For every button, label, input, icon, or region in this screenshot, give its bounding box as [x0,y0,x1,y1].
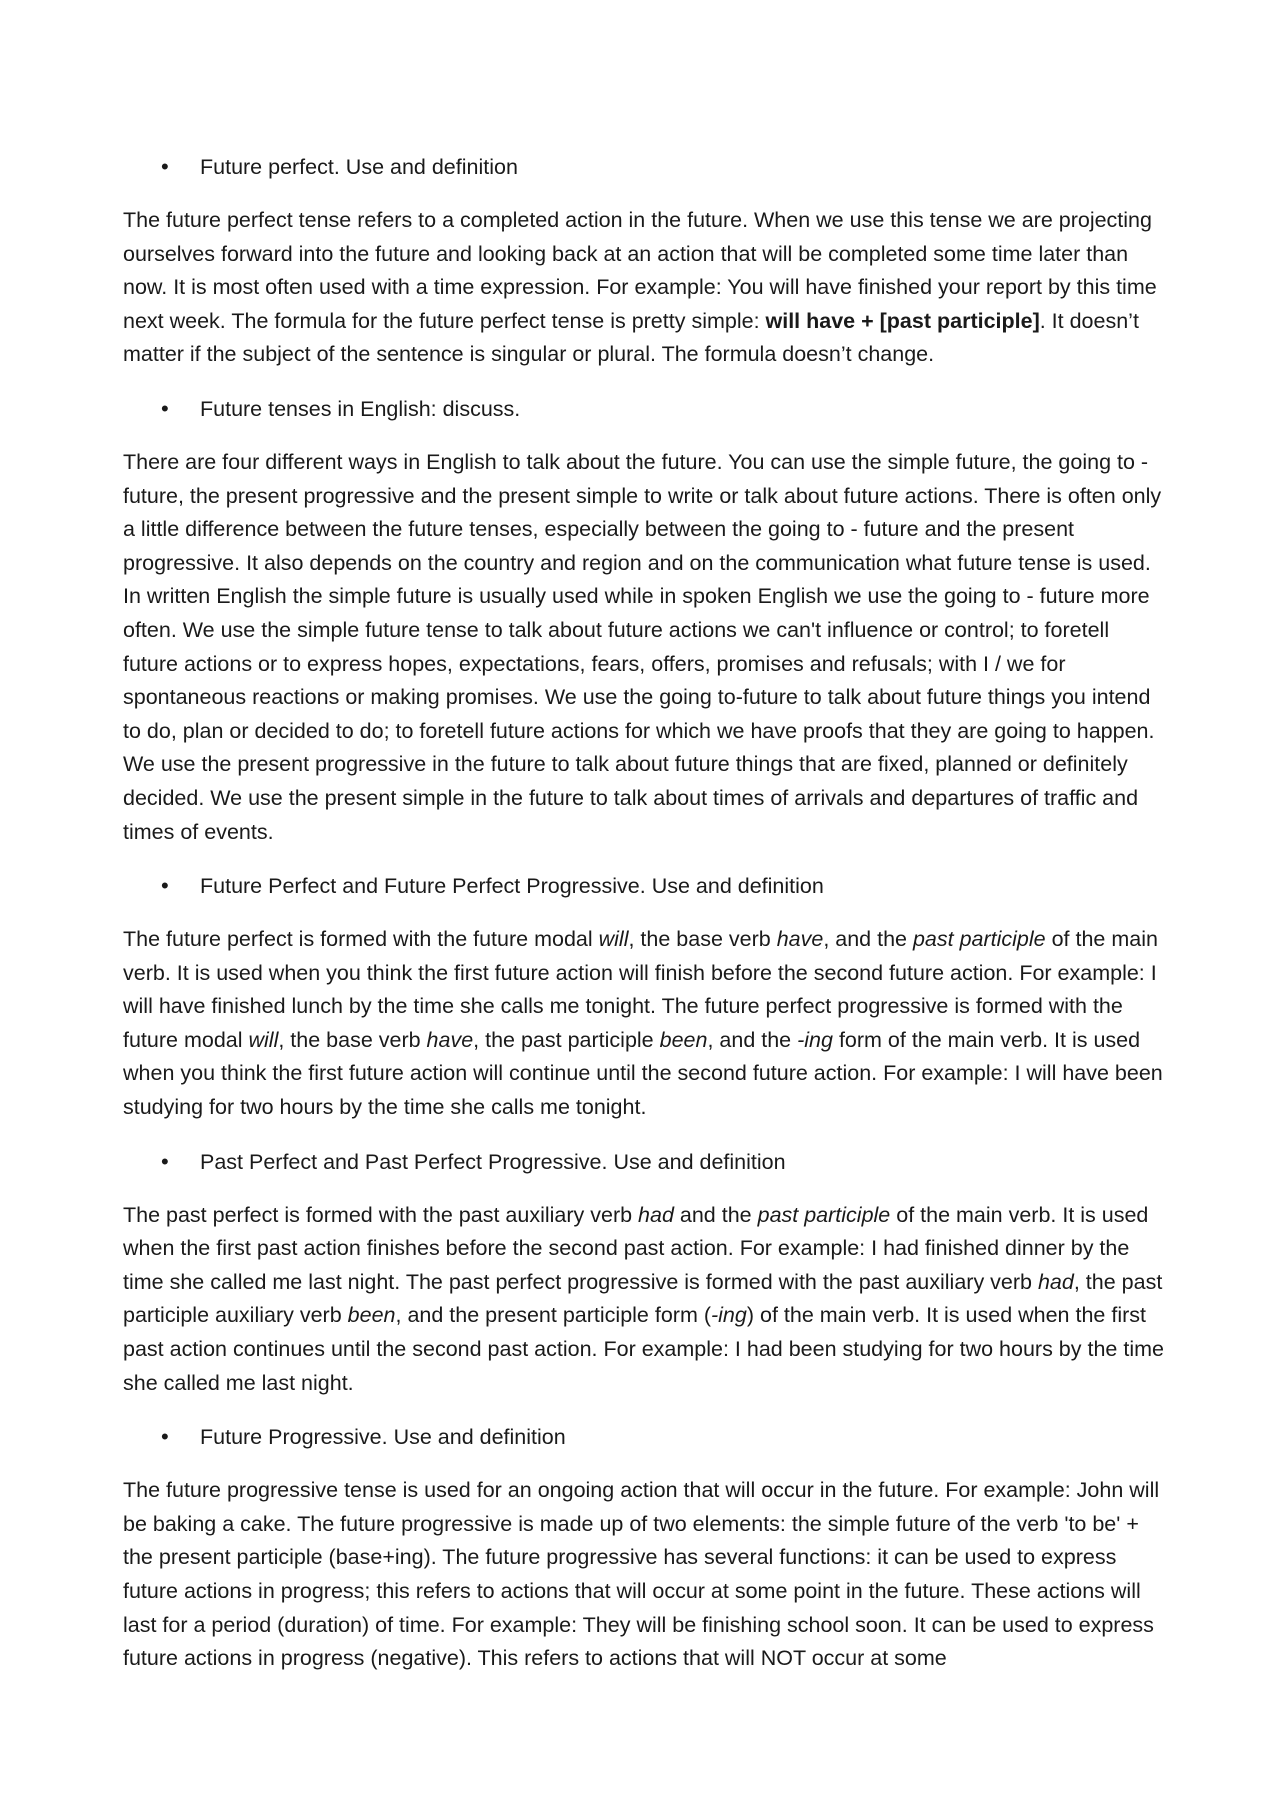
bullet-heading-future-perfect-progressive [123,869,1165,903]
paragraph-text: , and the present participle form ( [395,1303,711,1328]
formula-bold: will have + [past participle] [765,308,1040,333]
heading-text: Future Perfect and Future Perfect Progressive. Use and definition [200,874,824,899]
paragraph-text: , the base verb [278,1027,427,1052]
paragraph-text: , and the [707,1027,798,1052]
heading-text: Past Perfect and Past Perfect Progressive. Use and definition [200,1149,786,1174]
bullet-heading-future-tenses [123,392,1165,426]
italic-term: will [248,1027,279,1052]
bullet-heading-future-perfect [123,150,1165,184]
paragraph-text: of the main verb. It is used when the first past action finishes before the second past action. For example: I had finished dinner by the time she called me last night. The past perfect progressive is formed with the past auxiliary verb [123,1202,1149,1294]
paragraph-text: The future perfect tense refers to a completed action in the future. When we use this tense we are projecting ourselves forward into the future and looking back at an action that will be completed some time later than now. It is most often used with a time expression. For example: You will have finished your report by this time next week. The formula for the future perfect tense is pretty simple: [123,208,1157,333]
paragraph-past-perfect [123,1199,1165,1401]
paragraph-text: The future perfect is formed with the future modal [123,927,599,952]
paragraph-text: , and the [823,927,913,952]
paragraph-text: , the past participle [473,1027,660,1052]
paragraph-text: and the [673,1202,758,1227]
italic-term: -ing [797,1027,833,1052]
italic-term: past participle [912,927,1046,952]
paragraph-future-perfect-progressive [123,923,1165,1125]
paragraph-text: ) of the main verb. It is used when the first past action continues until the second past action. For example: I had been studying for two hours by the time she called me last night. [123,1303,1164,1395]
bullet-heading-past-perfect [123,1145,1165,1179]
heading-text: Future tenses in English: discuss. [200,396,521,421]
bullet-icon: • [161,1148,169,1174]
bullet-icon: • [161,395,169,421]
paragraph-text: , the base verb [628,927,777,952]
paragraph-future-tenses [123,446,1165,849]
paragraph-future-perfect [123,204,1165,372]
paragraph-text: form of the main verb. It is used when you think the first future action will continue until the second future action. For example: I will have been studying for two hours by the time she calls me tonight. [123,1027,1163,1120]
italic-term: will [598,927,629,952]
paragraph-text: There are four different ways in English to talk about the future. You can use the simple future, the going to - future, the present progressive and the present simple to write or talk about future actions. There is often only a little difference between the future tenses, especially between the going to - future and the present progressive. It also depends on the country and region and on the communication what future tense is used. In written English the simple future is usually used while in spoken English we use the going to - future more often. We use the simple future tense to talk about future actions we can't influence or control; to foretell future actions or to express hopes, expectations, fears, offers, promises and refusals; with I / we for spontaneous reactions or making promises. We use the going to-future to talk about future things you intend to do, plan or decided to do; to foretell future actions for which we have proofs that they are going to happen. We use the present progressive in the future to talk about future things that are fixed, planned or definitely decided. We use the present simple in the future to talk about times of arrivals and departures of traffic and times of events. [123,449,1162,844]
bullet-icon: • [161,1424,169,1450]
italic-term: been [347,1303,396,1328]
italic-term: have [426,1027,474,1052]
bullet-icon: • [161,154,169,179]
italic-term: had [638,1202,674,1227]
heading-text: Future Progressive. Use and definition [200,1425,566,1450]
paragraph-text: The future progressive tense is used for an ongoing action that will occur in the future. For example: John will be baking a cake. The future progressive is made up of two elements: the simple future of the verb 'to be' + the present participle (base+ing). The future progressive has several functions: it can be used to express future actions in progress; this refers to actions that will occur at some point in the future. These actions will last for a period (duration) of time. For example: They will be finishing school soon. It can be used to express future actions in progress (negative). This refers to actions that will NOT occur at some [123,1478,1160,1671]
paragraph-text: , the past participle auxiliary verb [123,1269,1163,1328]
paragraph-text: The past perfect is formed with the past auxiliary verb [123,1202,639,1227]
paragraph-text: . It doesn’t matter if the subject of the sentence is singular or plural. The formula doesn’t change. [123,308,1139,367]
italic-term: been [659,1027,708,1052]
heading-text: Future perfect. Use and definition [200,155,518,179]
paragraph-future-progressive [123,1474,1165,1676]
italic-term: -ing [711,1303,747,1328]
italic-term: have [776,927,824,952]
italic-term: had [1037,1269,1074,1294]
italic-term: past participle [757,1202,891,1227]
paragraph-text: of the main verb. It is used when you think the first future action will finish before the second future action. For example: I will have finished lunch by the time she calls me tonight. The future perfect progressive is formed with the future modal [123,927,1158,1052]
bullet-icon: • [161,873,169,899]
bullet-heading-future-progressive [123,1420,1165,1454]
